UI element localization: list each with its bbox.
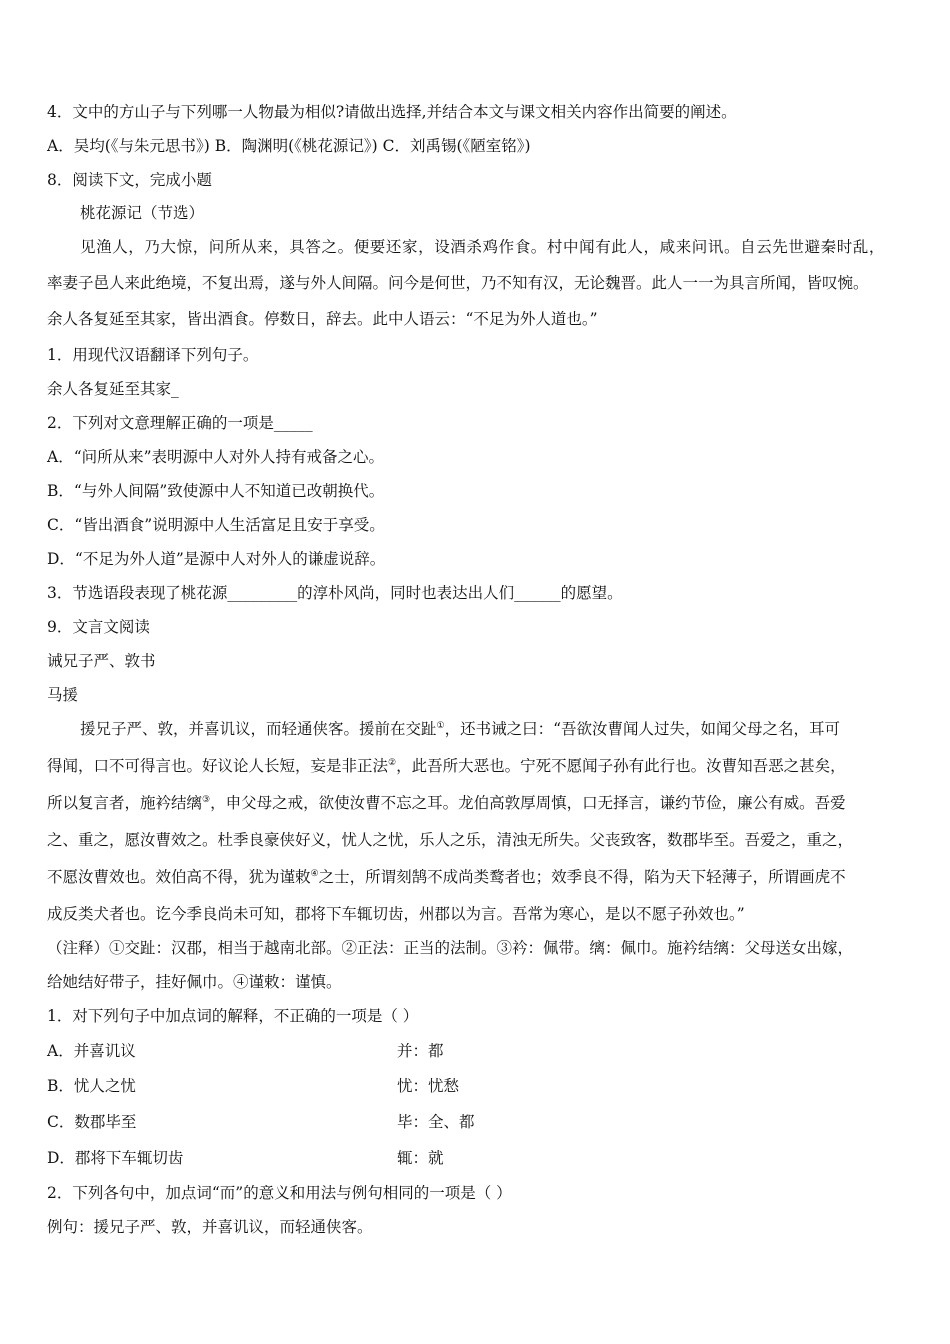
footnote-mark: ①: [436, 720, 445, 731]
q9-notes-line: 给她结好带子，挂好佩巾。④谨敕：谨慎。: [47, 973, 342, 991]
q8-sub1-sentence: 余人各复延至其家_: [47, 380, 179, 398]
q9-example: 例句：援兄子严、敦，并喜讥议，而轻通侠客。: [47, 1218, 373, 1236]
option-label: A．并喜讥议: [47, 1042, 136, 1060]
q8-sub2-option-d: D．“不足为外人道”是源中人对外人的谦虚说辞。: [47, 550, 386, 568]
q8-sub1: 1．用现代汉语翻译下列句子。: [47, 346, 259, 364]
q9-passage-line: 得闻，口不可得言也。好议论人长短，妄是非正法②，此吾所大恶也。宁死不愿闻子孙有此行也。汝曹知吾恶之甚矣，: [47, 757, 846, 775]
q9-sub1-option-b: [47, 1075, 920, 1097]
q8-header: 8．阅读下文，完成小题: [47, 171, 212, 189]
option-value: 并：都: [397, 1042, 444, 1060]
q9-title: 诫兄子严、敦书: [47, 652, 156, 670]
option-value: 忧：忧愁: [397, 1077, 460, 1095]
q8-sub2-option-c: C．“皆出酒食”说明源中人生活富足且安于享受。: [47, 516, 385, 534]
q9-sub1: 1．对下列句子中加点词的解释，不正确的一项是（ ）: [47, 1007, 419, 1025]
q4-options: A．吴均(《与朱元思书》) B．陶渊明(《桃花源记》) C．刘禹锡(《陋室铭》): [47, 137, 531, 155]
q8-sub2: 2．下列对文意理解正确的一项是_____: [47, 414, 313, 432]
footnote-mark: ③: [202, 794, 211, 805]
q9-passage-line: 成反类犬者也。讫今季良尚未可知，郡将下车辄切齿，州郡以为言。吾常为寒心，是以不愿子孙效也。”: [47, 905, 745, 923]
option-value: 辄：就: [397, 1149, 444, 1167]
q9-passage-line: 不愿汝曹效也。效伯高不得，犹为谨敕④之士，所谓刻鹄不成尚类鹜者也；效季良不得，陷为天下轻薄子，所谓画虎不: [47, 868, 846, 886]
q9-header: 9．文言文阅读: [47, 618, 150, 636]
q9-sub2: 2．下列各句中，加点词“而”的意义和用法与例句相同的一项是（ ）: [47, 1184, 512, 1202]
q8-passage-line: 余人各复延至其家，皆出酒食。停数日，辞去。此中人语云：“不足为外人道也。”: [47, 310, 598, 328]
footnote-mark: ②: [388, 757, 397, 768]
q9-sub1-option-d: [47, 1147, 920, 1169]
q9-author: 马援: [47, 686, 79, 704]
q8-passage-line: 率妻子邑人来此绝境，不复出焉，遂与外人间隔。问今是何世，乃不知有汉，无论魏晋。此人一一为具言所闻，皆叹惋。: [47, 274, 869, 292]
q9-passage-line: 之、重之，愿汝曹效之。杜季良豪侠好义，忧人之忧，乐人之乐，清浊无所失。父丧致客，数郡毕至。吾爱之，重之，: [47, 831, 854, 849]
q8-sub3: 3．节选语段表现了桃花源_________的淳朴风尚，同时也表达出人们______的愿望。: [47, 584, 623, 602]
option-label: C．数郡毕至: [47, 1113, 137, 1131]
q9-sub1-option-a: [47, 1040, 920, 1062]
footnote-mark: ④: [310, 868, 319, 879]
q9-sub1-option-c: [47, 1111, 920, 1133]
q9-notes-line: （注释）①交趾：汉郡，相当于越南北部。②正法：正当的法制。③衿：佩带。缡：佩巾。施衿结缡：父母送女出嫁，: [47, 939, 854, 957]
q9-passage-line: 所以复言者，施衿结缡③，申父母之戒，欲使汝曹不忘之耳。龙伯高敦厚周慎，口无择言，谦约节俭，廉公有威。吾爱: [47, 794, 846, 812]
q8-sub2-option-a: A．“问所从来”表明源中人对外人持有戒备之心。: [47, 448, 385, 466]
option-value: 毕：全、都: [397, 1113, 475, 1131]
q8-sub2-option-b: B．“与外人间隔”致使源中人不知道已改朝换代。: [47, 482, 385, 500]
q4-stem: 4．文中的方山子与下列哪一人物最为相似?请做出选择,并结合本文与课文相关内容作出简要的阐述。: [47, 103, 737, 121]
q8-passage-line: 见渔人，乃大惊，问所从来，具答之。便要还家，设酒杀鸡作食。村中闻有此人，咸来问讯。自云先世避秦时乱，: [80, 238, 886, 256]
option-label: B．忧人之忧: [47, 1077, 136, 1095]
option-label: D．郡将下车辄切齿: [47, 1149, 184, 1167]
q8-title: 桃花源记（节选）: [80, 204, 205, 222]
q9-passage-line: 援兄子严、敦，并喜讥议，而轻通侠客。援前在交趾①，还书诫之曰：“吾欲汝曹闻人过失，如闻父母之名，耳可: [80, 720, 841, 738]
